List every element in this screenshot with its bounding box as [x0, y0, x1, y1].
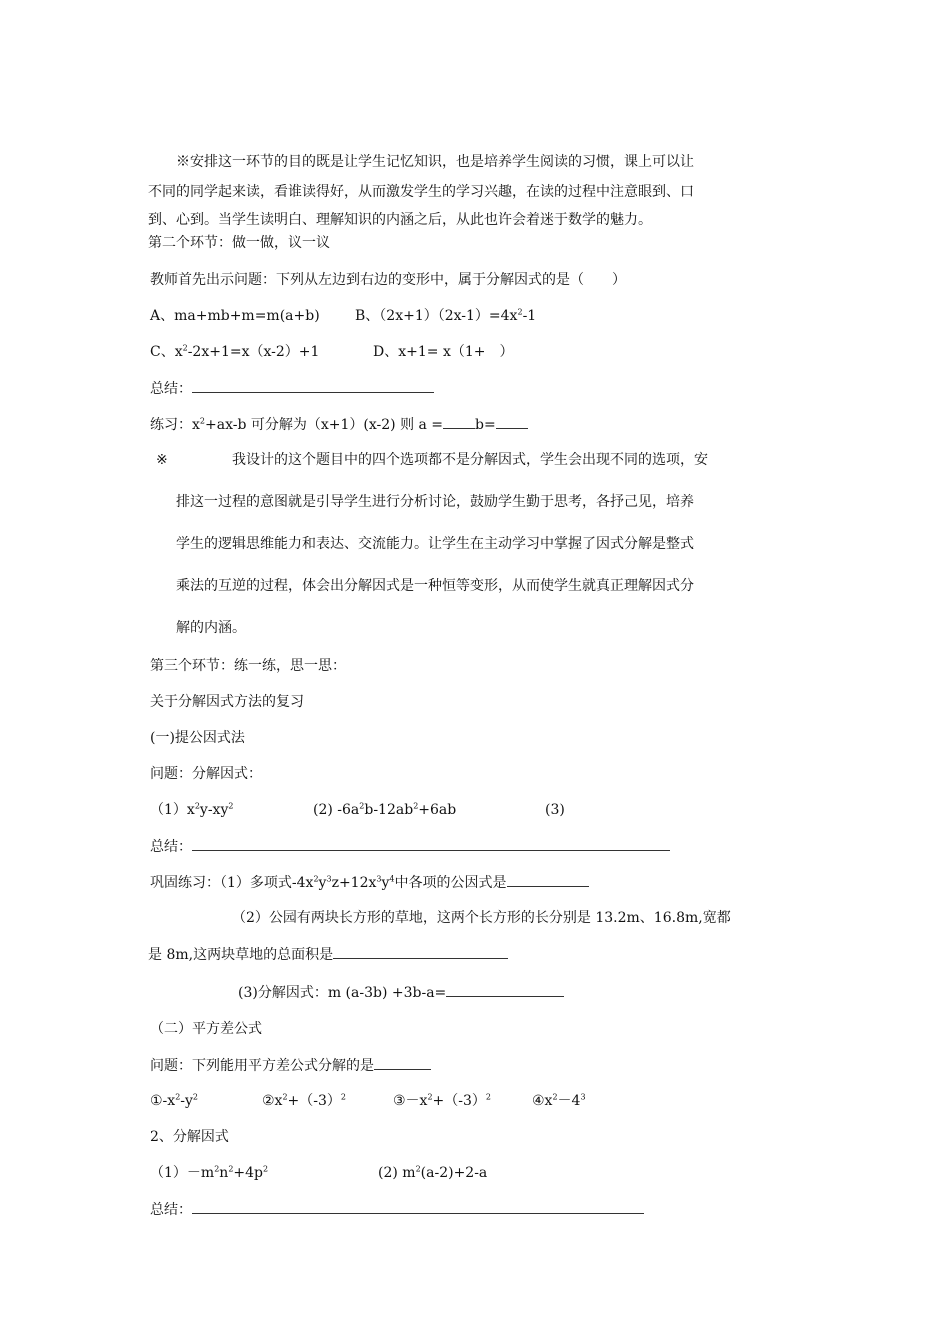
note-mark: ※: [156, 452, 168, 468]
consolidate-2-line-2: 是 8m,这两块草地的总面积是: [148, 944, 508, 965]
practice-line: 练习：$x^2+ax-b$ 可分解为（x+1）(x-2) 则 a = b=: [150, 414, 528, 435]
summary-3-blank: [192, 1199, 644, 1214]
question-2: 问题：下列能用平方差公式分解的是: [150, 1055, 431, 1076]
note-line-5: 解的内涵。: [176, 620, 246, 636]
section3-title: 第三个环节：练一练，思一思：: [150, 658, 346, 674]
intro-line-2: 不同的同学起来读，看谁读得好，从而激发学生的学习兴趣，在读的过程中注意眼到、口: [148, 184, 694, 200]
part2-heading: （二）平方差公式: [150, 1021, 262, 1037]
problem-2: (2) $-6a^2b-12ab^2+6ab$: [313, 801, 457, 818]
factor-2: (2) $m^2(a-2)+2-a$: [378, 1164, 488, 1181]
intro-line-1: ※安排这一环节的目的既是让学生记忆知识，也是培养学生阅读的习惯，课上可以让: [176, 154, 694, 170]
problem-label: 问题：分解因式：: [150, 766, 262, 782]
note-line-3: 学生的逻辑思维能力和表达、交流能力。让学生在主动学习中掌握了因式分解是整式: [176, 536, 694, 552]
option-b: B、$(2x+1)(2x-1)=4x^2-1$: [355, 307, 537, 324]
choice-2: $②x^2+(-3)^2$: [262, 1092, 347, 1109]
note-line-1: 我设计的这个题目中的四个选项都不是分解因式，学生会出现不同的选项，安: [232, 452, 708, 468]
option-d: D、x+1= x（1+ ）: [373, 344, 514, 360]
intro-line-3: 到、心到。当学生读明白、理解知识的内涵之后，从此也许会着迷于数学的魅力。: [148, 212, 652, 228]
factor-1: $(1)-m^2n^2+4p^2$: [150, 1164, 269, 1181]
practice-b-blank: [496, 414, 528, 429]
consolidate-2-line-1: （2）公园有两块长方形的草地，这两个长方形的长分别是 13.2m、16.8m,宽都: [232, 910, 731, 926]
summary-1: 总结：: [150, 378, 434, 399]
consolidate-1-blank: [507, 872, 589, 887]
consolidate-2-blank: [333, 944, 508, 959]
summary-1-blank: [192, 378, 434, 393]
question-2-blank: [374, 1055, 431, 1070]
section2-question: 教师首先出示问题：下列从左边到右边的变形中，属于分解因式的是（ ）: [150, 272, 626, 288]
option-c: C、$x^2-2x+1=x(x-2)+1$: [150, 343, 320, 360]
part1-heading: (一)提公因式法: [150, 730, 245, 746]
summary-2-blank: [192, 836, 670, 851]
note-line-4: 乘法的互逆的过程，体会出分解因式是一种恒等变形，从而使学生就真正理解因式分: [176, 578, 694, 594]
practice-a-blank: [443, 414, 475, 429]
choice-3: $③-x^2+(-3)^2$: [393, 1092, 492, 1109]
section2-title: 第二个环节：做一做，议一议: [148, 235, 330, 251]
item-2-heading: 2、分解因式: [150, 1129, 229, 1145]
consolidate-3-blank: [446, 982, 564, 997]
option-a: A、ma+mb+m=m(a+b): [150, 308, 320, 324]
summary-2: 总结：: [150, 836, 670, 857]
note-line-2: 排这一过程的意图就是引导学生进行分析讨论，鼓励学生勤于思考，各抒己见，培养: [176, 494, 694, 510]
summary-3: 总结：: [150, 1199, 644, 1220]
problem-1: $(1)x^2y-xy^2$: [150, 801, 234, 818]
section3-subtitle: 关于分解因式方法的复习: [150, 694, 304, 710]
choice-1: $①-x^2-y^2$: [150, 1092, 199, 1109]
choice-4: $④x^2-4^3$: [532, 1092, 586, 1109]
consolidate-1: 巩固练习：（1）多项式$-4x^2y^3z+12x^3y^4$中各项的公因式是: [150, 872, 589, 893]
problem-3: (3): [545, 802, 565, 818]
consolidate-3: (3)分解因式：m (a-3b) +3b-a=: [238, 982, 564, 1003]
